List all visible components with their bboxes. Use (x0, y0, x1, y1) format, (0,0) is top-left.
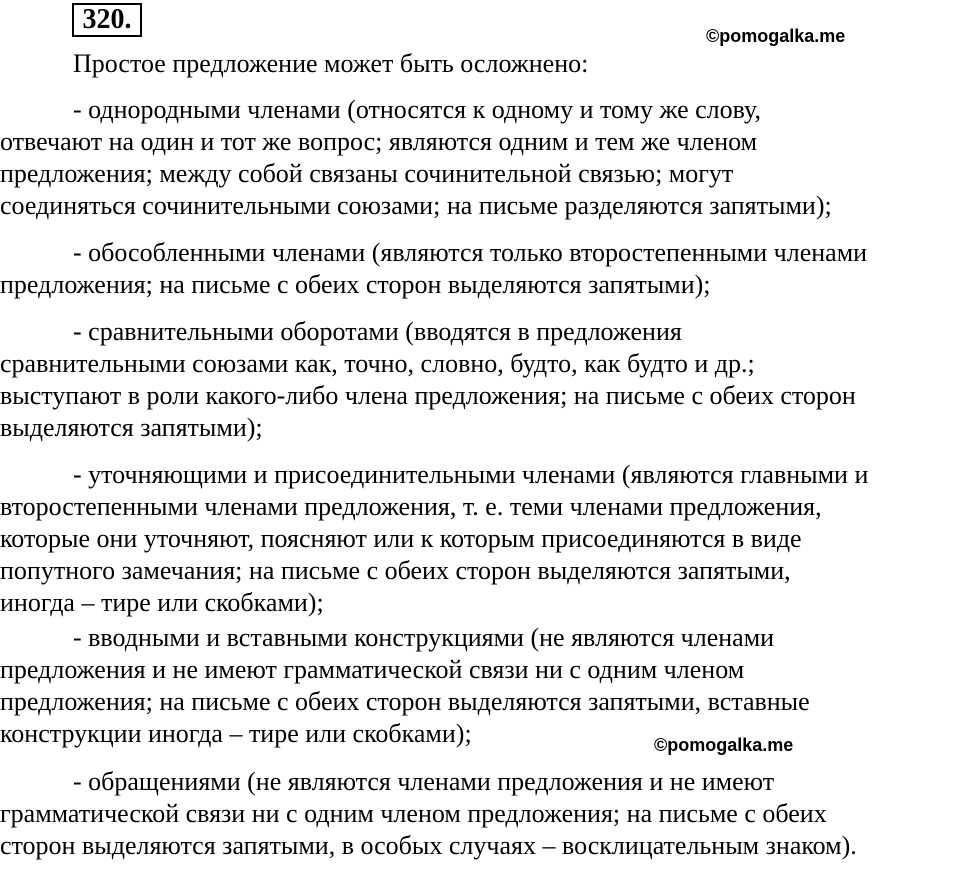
paragraph-line: сторон выделяются запятыми, в особых случаях – восклицательным знаком). (0, 831, 857, 860)
paragraph-line: - уточняющими и присоединительными членами (являются главными и (73, 460, 869, 489)
paragraph-line: выделяются запятыми); (0, 413, 263, 442)
paragraph-line: предложения; на письме с обеих сторон выделяются запятыми); (0, 270, 711, 299)
paragraph-line: выступают в роли какого-либо члена предложения; на письме с обеих сторон (0, 381, 856, 410)
paragraph-line: - обращениями (не являются членами предложения и не имеют (73, 767, 775, 796)
paragraph-line: предложения; на письме с обеих сторон выделяются запятыми, вставные (0, 687, 810, 716)
intro-line: Простое предложение может быть осложнено: (73, 49, 589, 78)
paragraph-line: конструкции иногда – тире или скобками); (0, 719, 472, 748)
watermark-bottom: ©pomogalka.me (654, 735, 794, 755)
exercise-number: 320. (72, 3, 142, 37)
paragraph-line: второстепенными членами предложения, т. е. теми членами предложения, (0, 492, 822, 521)
paragraph-line: которые они уточняют, поясняют или к которым присоединяются в виде (0, 524, 802, 553)
paragraph-line: грамматической связи ни с одним членом предложения; на письме с обеих (0, 799, 827, 828)
paragraph-line: предложения и не имеют грамматической связи ни с одним членом (0, 655, 745, 684)
paragraph-line: предложения; между собой связаны сочинительной связью; могут (0, 159, 734, 188)
watermark-top: ©pomogalka.me (706, 26, 846, 46)
paragraph-line: соединяться сочинительными союзами; на письме разделяются запятыми); (0, 191, 832, 220)
paragraph-line: отвечают на один и тот же вопрос; являются одним и тем же членом (0, 127, 758, 156)
paragraph-line: сравнительными союзами как, точно, словно, будто, как будто и др.; (0, 349, 755, 378)
paragraph-line: - однородными членами (относятся к одному и тому же слову, (73, 95, 761, 124)
paragraph-line: попутного замечания; на письме с обеих сторон выделяются запятыми, (0, 556, 791, 585)
paragraph-line: - вводными и вставными конструкциями (не являются членами (73, 623, 775, 652)
paragraph-line: - обособленными членами (являются только второстепенными членами (73, 238, 868, 267)
paragraph-line: - сравнительными оборотами (вводятся в предложения (73, 317, 682, 346)
paragraph-line: иногда – тире или скобками); (0, 588, 324, 617)
